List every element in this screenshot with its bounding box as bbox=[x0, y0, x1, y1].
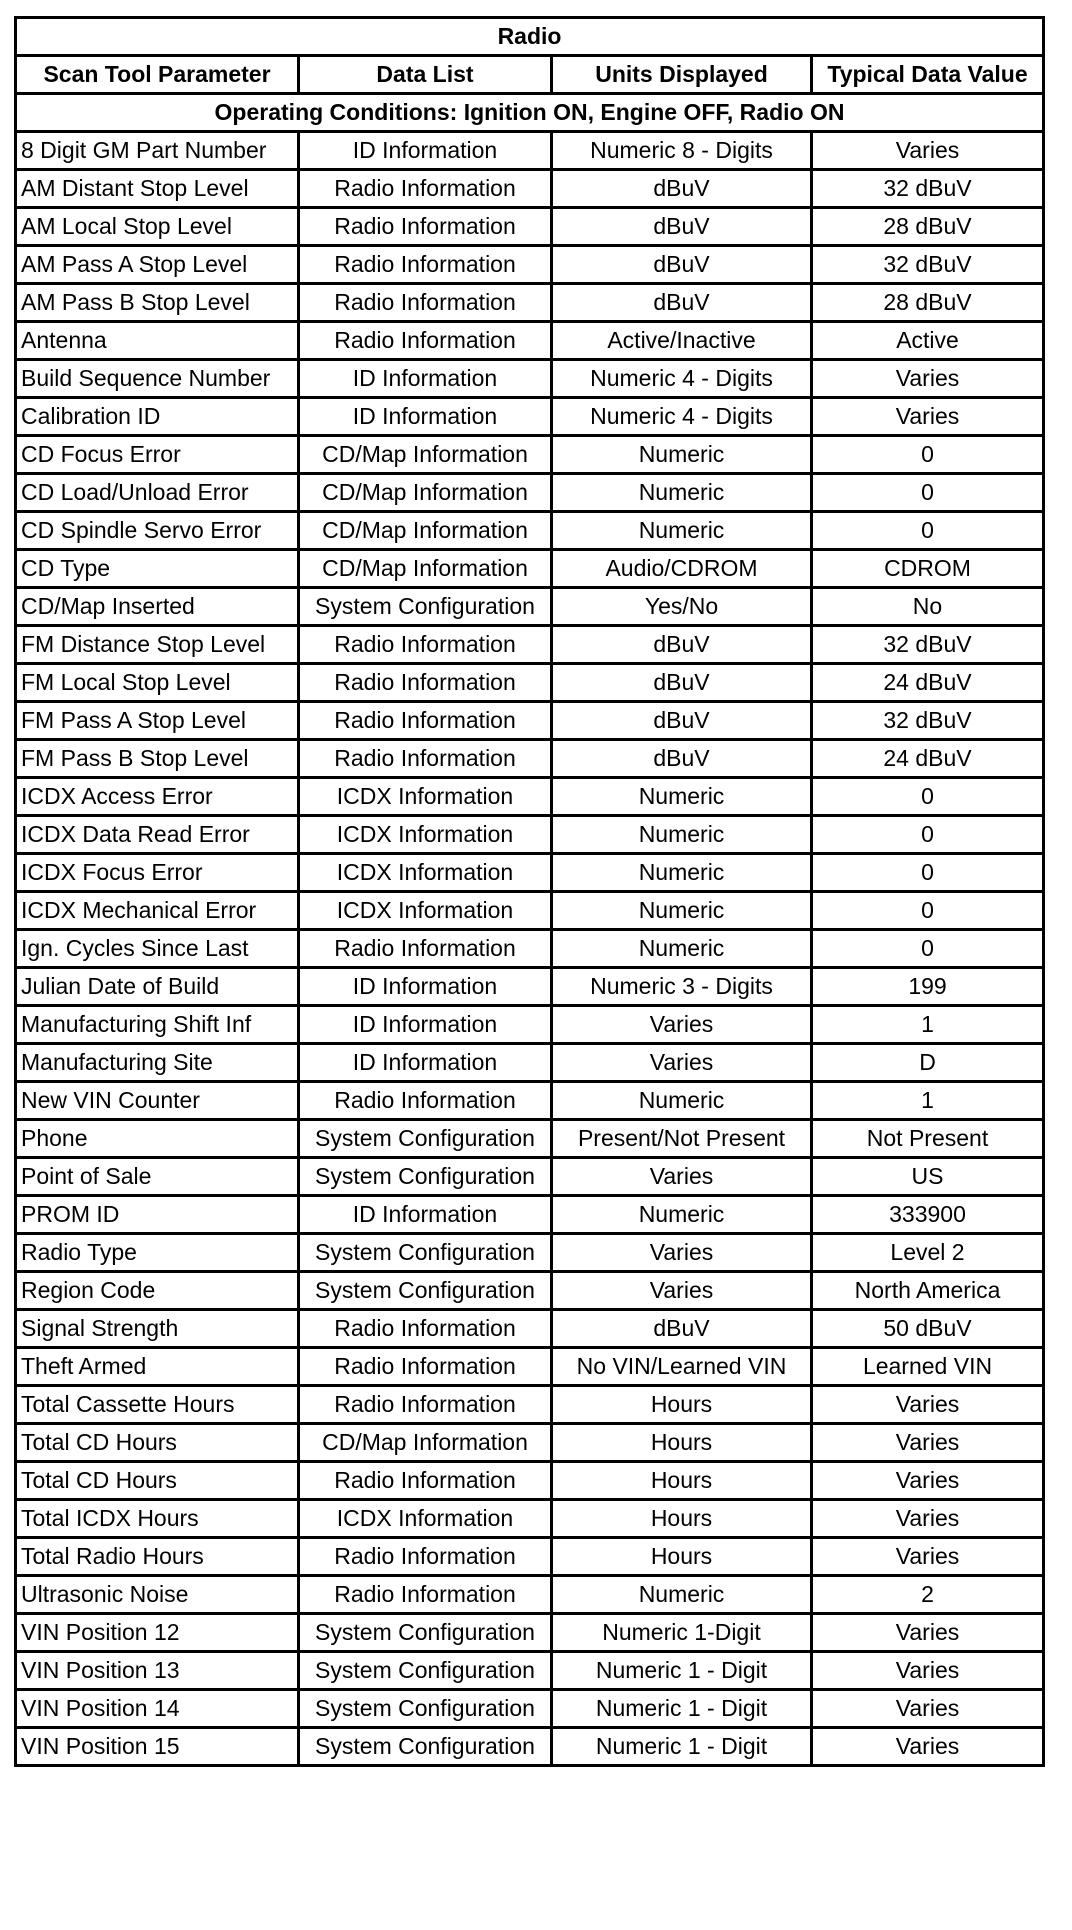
table-row bbox=[16, 1500, 1044, 1538]
cell-typical-data-value: 32 dBuV bbox=[812, 246, 1044, 284]
cell-units-displayed: dBuV bbox=[552, 702, 812, 740]
cell-units-displayed: Active/Inactive bbox=[552, 322, 812, 360]
cell-typical-data-value: Varies bbox=[812, 1424, 1044, 1462]
cell-scan-tool-parameter: FM Local Stop Level bbox=[16, 664, 299, 702]
cell-data-list: Radio Information bbox=[299, 702, 552, 740]
table-title: Radio bbox=[16, 18, 1044, 56]
cell-units-displayed: Numeric bbox=[552, 1196, 812, 1234]
cell-units-displayed: Yes/No bbox=[552, 588, 812, 626]
cell-scan-tool-parameter: Calibration ID bbox=[16, 398, 299, 436]
table-row bbox=[16, 398, 1044, 436]
operating-conditions: Operating Conditions: Ignition ON, Engine OFF, Radio ON bbox=[16, 94, 1044, 132]
cell-data-list: System Configuration bbox=[299, 588, 552, 626]
cell-units-displayed: Numeric bbox=[552, 436, 812, 474]
cell-typical-data-value: North America bbox=[812, 1272, 1044, 1310]
cell-scan-tool-parameter: ICDX Mechanical Error bbox=[16, 892, 299, 930]
cell-scan-tool-parameter: VIN Position 15 bbox=[16, 1728, 299, 1766]
column-header-scan-tool-parameter: Scan Tool Parameter bbox=[16, 56, 299, 94]
cell-units-displayed: Numeric bbox=[552, 930, 812, 968]
cell-scan-tool-parameter: Ign. Cycles Since Last bbox=[16, 930, 299, 968]
cell-units-displayed: Numeric 4 - Digits bbox=[552, 360, 812, 398]
cell-scan-tool-parameter: 8 Digit GM Part Number bbox=[16, 132, 299, 170]
table-row bbox=[16, 1082, 1044, 1120]
cell-data-list: ICDX Information bbox=[299, 816, 552, 854]
cell-typical-data-value: No bbox=[812, 588, 1044, 626]
cell-units-displayed: Varies bbox=[552, 1158, 812, 1196]
cell-data-list: Radio Information bbox=[299, 1538, 552, 1576]
cell-units-displayed: Numeric 3 - Digits bbox=[552, 968, 812, 1006]
cell-data-list: Radio Information bbox=[299, 1386, 552, 1424]
table-row bbox=[16, 1310, 1044, 1348]
cell-typical-data-value: 0 bbox=[812, 892, 1044, 930]
cell-units-displayed: Numeric bbox=[552, 892, 812, 930]
column-header-units-displayed: Units Displayed bbox=[552, 56, 812, 94]
cell-scan-tool-parameter: CD Focus Error bbox=[16, 436, 299, 474]
cell-scan-tool-parameter: VIN Position 13 bbox=[16, 1652, 299, 1690]
cell-data-list: Radio Information bbox=[299, 664, 552, 702]
cell-scan-tool-parameter: Total Cassette Hours bbox=[16, 1386, 299, 1424]
table-row bbox=[16, 1462, 1044, 1500]
cell-typical-data-value: Level 2 bbox=[812, 1234, 1044, 1272]
cell-units-displayed: Numeric bbox=[552, 778, 812, 816]
table-row bbox=[16, 1006, 1044, 1044]
cell-scan-tool-parameter: FM Pass A Stop Level bbox=[16, 702, 299, 740]
cell-typical-data-value: 333900 bbox=[812, 1196, 1044, 1234]
table-row bbox=[16, 740, 1044, 778]
table-row bbox=[16, 1576, 1044, 1614]
table-row bbox=[16, 816, 1044, 854]
cell-units-displayed: Numeric bbox=[552, 512, 812, 550]
cell-scan-tool-parameter: AM Pass B Stop Level bbox=[16, 284, 299, 322]
table-row bbox=[16, 170, 1044, 208]
cell-scan-tool-parameter: Phone bbox=[16, 1120, 299, 1158]
cell-typical-data-value: 32 dBuV bbox=[812, 702, 1044, 740]
cell-units-displayed: Numeric bbox=[552, 816, 812, 854]
cell-data-list: ID Information bbox=[299, 968, 552, 1006]
cell-units-displayed: dBuV bbox=[552, 170, 812, 208]
cell-units-displayed: dBuV bbox=[552, 664, 812, 702]
table-row bbox=[16, 284, 1044, 322]
table-row bbox=[16, 1044, 1044, 1082]
operating-conditions-row bbox=[16, 94, 1044, 132]
cell-scan-tool-parameter: ICDX Access Error bbox=[16, 778, 299, 816]
cell-scan-tool-parameter: VIN Position 12 bbox=[16, 1614, 299, 1652]
cell-data-list: ID Information bbox=[299, 1196, 552, 1234]
table-row bbox=[16, 1120, 1044, 1158]
table-row bbox=[16, 626, 1044, 664]
cell-typical-data-value: 1 bbox=[812, 1082, 1044, 1120]
cell-typical-data-value: Varies bbox=[812, 1462, 1044, 1500]
cell-data-list: Radio Information bbox=[299, 170, 552, 208]
table-row bbox=[16, 1538, 1044, 1576]
cell-typical-data-value: 0 bbox=[812, 816, 1044, 854]
table-row bbox=[16, 854, 1044, 892]
cell-scan-tool-parameter: Radio Type bbox=[16, 1234, 299, 1272]
cell-scan-tool-parameter: Manufacturing Site bbox=[16, 1044, 299, 1082]
cell-scan-tool-parameter: CD/Map Inserted bbox=[16, 588, 299, 626]
cell-units-displayed: Varies bbox=[552, 1272, 812, 1310]
cell-typical-data-value: 0 bbox=[812, 436, 1044, 474]
table-row bbox=[16, 1690, 1044, 1728]
cell-data-list: Radio Information bbox=[299, 930, 552, 968]
cell-typical-data-value: CDROM bbox=[812, 550, 1044, 588]
cell-data-list: CD/Map Information bbox=[299, 512, 552, 550]
table-row bbox=[16, 1272, 1044, 1310]
cell-data-list: ID Information bbox=[299, 132, 552, 170]
cell-typical-data-value: Varies bbox=[812, 1690, 1044, 1728]
cell-data-list: ID Information bbox=[299, 360, 552, 398]
cell-units-displayed: dBuV bbox=[552, 284, 812, 322]
table-row bbox=[16, 246, 1044, 284]
table-row bbox=[16, 588, 1044, 626]
cell-typical-data-value: 24 dBuV bbox=[812, 664, 1044, 702]
cell-scan-tool-parameter: CD Load/Unload Error bbox=[16, 474, 299, 512]
cell-scan-tool-parameter: Ultrasonic Noise bbox=[16, 1576, 299, 1614]
cell-data-list: Radio Information bbox=[299, 284, 552, 322]
cell-units-displayed: Present/Not Present bbox=[552, 1120, 812, 1158]
cell-scan-tool-parameter: Region Code bbox=[16, 1272, 299, 1310]
cell-typical-data-value: 0 bbox=[812, 854, 1044, 892]
cell-data-list: Radio Information bbox=[299, 246, 552, 284]
cell-units-displayed: Hours bbox=[552, 1386, 812, 1424]
cell-typical-data-value: 199 bbox=[812, 968, 1044, 1006]
cell-scan-tool-parameter: New VIN Counter bbox=[16, 1082, 299, 1120]
cell-data-list: ICDX Information bbox=[299, 854, 552, 892]
cell-typical-data-value: 32 dBuV bbox=[812, 626, 1044, 664]
cell-units-displayed: Numeric 1 - Digit bbox=[552, 1690, 812, 1728]
cell-typical-data-value: Varies bbox=[812, 1538, 1044, 1576]
table-row bbox=[16, 550, 1044, 588]
cell-scan-tool-parameter: AM Distant Stop Level bbox=[16, 170, 299, 208]
cell-data-list: System Configuration bbox=[299, 1652, 552, 1690]
cell-typical-data-value: Varies bbox=[812, 1614, 1044, 1652]
table-row bbox=[16, 892, 1044, 930]
cell-data-list: Radio Information bbox=[299, 1576, 552, 1614]
cell-data-list: System Configuration bbox=[299, 1158, 552, 1196]
cell-typical-data-value: Varies bbox=[812, 132, 1044, 170]
cell-typical-data-value: US bbox=[812, 1158, 1044, 1196]
cell-typical-data-value: Varies bbox=[812, 1500, 1044, 1538]
table-header-row bbox=[16, 56, 1044, 94]
cell-data-list: Radio Information bbox=[299, 1310, 552, 1348]
table-row bbox=[16, 436, 1044, 474]
cell-scan-tool-parameter: PROM ID bbox=[16, 1196, 299, 1234]
cell-typical-data-value: 0 bbox=[812, 930, 1044, 968]
cell-units-displayed: dBuV bbox=[552, 626, 812, 664]
cell-typical-data-value: 0 bbox=[812, 778, 1044, 816]
cell-units-displayed: Audio/CDROM bbox=[552, 550, 812, 588]
cell-data-list: Radio Information bbox=[299, 626, 552, 664]
cell-typical-data-value: 0 bbox=[812, 474, 1044, 512]
cell-data-list: ID Information bbox=[299, 1006, 552, 1044]
cell-units-displayed: Hours bbox=[552, 1424, 812, 1462]
cell-data-list: CD/Map Information bbox=[299, 1424, 552, 1462]
cell-data-list: System Configuration bbox=[299, 1234, 552, 1272]
cell-scan-tool-parameter: Total CD Hours bbox=[16, 1462, 299, 1500]
cell-scan-tool-parameter: Build Sequence Number bbox=[16, 360, 299, 398]
cell-scan-tool-parameter: Total Radio Hours bbox=[16, 1538, 299, 1576]
cell-scan-tool-parameter: ICDX Focus Error bbox=[16, 854, 299, 892]
table-row bbox=[16, 208, 1044, 246]
cell-typical-data-value: 24 dBuV bbox=[812, 740, 1044, 778]
cell-typical-data-value: Varies bbox=[812, 1386, 1044, 1424]
cell-typical-data-value: 2 bbox=[812, 1576, 1044, 1614]
cell-data-list: ICDX Information bbox=[299, 778, 552, 816]
cell-units-displayed: Hours bbox=[552, 1462, 812, 1500]
cell-scan-tool-parameter: AM Pass A Stop Level bbox=[16, 246, 299, 284]
cell-data-list: System Configuration bbox=[299, 1690, 552, 1728]
cell-data-list: System Configuration bbox=[299, 1120, 552, 1158]
cell-data-list: CD/Map Information bbox=[299, 436, 552, 474]
table-row bbox=[16, 664, 1044, 702]
cell-data-list: Radio Information bbox=[299, 1082, 552, 1120]
cell-typical-data-value: 0 bbox=[812, 512, 1044, 550]
cell-scan-tool-parameter: AM Local Stop Level bbox=[16, 208, 299, 246]
cell-scan-tool-parameter: Total ICDX Hours bbox=[16, 1500, 299, 1538]
table-row bbox=[16, 1158, 1044, 1196]
cell-typical-data-value: Varies bbox=[812, 1652, 1044, 1690]
cell-data-list: ICDX Information bbox=[299, 892, 552, 930]
table-title-row bbox=[16, 18, 1044, 56]
cell-scan-tool-parameter: FM Distance Stop Level bbox=[16, 626, 299, 664]
cell-typical-data-value: 1 bbox=[812, 1006, 1044, 1044]
cell-units-displayed: Hours bbox=[552, 1500, 812, 1538]
column-header-data-list: Data List bbox=[299, 56, 552, 94]
cell-scan-tool-parameter: Total CD Hours bbox=[16, 1424, 299, 1462]
table-row bbox=[16, 1728, 1044, 1766]
table-row bbox=[16, 360, 1044, 398]
cell-units-displayed: Numeric 1 - Digit bbox=[552, 1728, 812, 1766]
cell-units-displayed: No VIN/Learned VIN bbox=[552, 1348, 812, 1386]
cell-scan-tool-parameter: Point of Sale bbox=[16, 1158, 299, 1196]
cell-units-displayed: Numeric 1 - Digit bbox=[552, 1652, 812, 1690]
cell-units-displayed: Numeric 8 - Digits bbox=[552, 132, 812, 170]
table-row bbox=[16, 968, 1044, 1006]
cell-data-list: Radio Information bbox=[299, 740, 552, 778]
cell-typical-data-value: Active bbox=[812, 322, 1044, 360]
cell-units-displayed: Numeric bbox=[552, 1082, 812, 1120]
cell-typical-data-value: 28 dBuV bbox=[812, 208, 1044, 246]
table-row bbox=[16, 1196, 1044, 1234]
cell-scan-tool-parameter: VIN Position 14 bbox=[16, 1690, 299, 1728]
table-row bbox=[16, 1614, 1044, 1652]
table-row bbox=[16, 474, 1044, 512]
table-row bbox=[16, 1234, 1044, 1272]
table-row bbox=[16, 132, 1044, 170]
cell-typical-data-value: Varies bbox=[812, 1728, 1044, 1766]
table-row bbox=[16, 1348, 1044, 1386]
cell-data-list: ICDX Information bbox=[299, 1500, 552, 1538]
cell-typical-data-value: Learned VIN bbox=[812, 1348, 1044, 1386]
cell-data-list: ID Information bbox=[299, 398, 552, 436]
cell-units-displayed: Varies bbox=[552, 1044, 812, 1082]
cell-scan-tool-parameter: CD Type bbox=[16, 550, 299, 588]
cell-data-list: System Configuration bbox=[299, 1272, 552, 1310]
cell-scan-tool-parameter: FM Pass B Stop Level bbox=[16, 740, 299, 778]
cell-data-list: Radio Information bbox=[299, 1348, 552, 1386]
table-row bbox=[16, 322, 1044, 360]
cell-scan-tool-parameter: ICDX Data Read Error bbox=[16, 816, 299, 854]
column-header-typical-data-value: Typical Data Value bbox=[812, 56, 1044, 94]
table-row bbox=[16, 702, 1044, 740]
cell-data-list: Radio Information bbox=[299, 1462, 552, 1500]
cell-units-displayed: Numeric bbox=[552, 854, 812, 892]
cell-scan-tool-parameter: Theft Armed bbox=[16, 1348, 299, 1386]
cell-typical-data-value: 32 dBuV bbox=[812, 170, 1044, 208]
cell-scan-tool-parameter: Signal Strength bbox=[16, 1310, 299, 1348]
cell-scan-tool-parameter: CD Spindle Servo Error bbox=[16, 512, 299, 550]
cell-typical-data-value: Varies bbox=[812, 398, 1044, 436]
cell-scan-tool-parameter: Antenna bbox=[16, 322, 299, 360]
table-body bbox=[16, 132, 1044, 1766]
cell-scan-tool-parameter: Manufacturing Shift Inf bbox=[16, 1006, 299, 1044]
cell-units-displayed: dBuV bbox=[552, 208, 812, 246]
cell-units-displayed: Varies bbox=[552, 1006, 812, 1044]
cell-units-displayed: Numeric bbox=[552, 1576, 812, 1614]
cell-typical-data-value: Not Present bbox=[812, 1120, 1044, 1158]
cell-units-displayed: Numeric bbox=[552, 474, 812, 512]
cell-units-displayed: Hours bbox=[552, 1538, 812, 1576]
cell-units-displayed: dBuV bbox=[552, 740, 812, 778]
cell-data-list: CD/Map Information bbox=[299, 550, 552, 588]
cell-data-list: ID Information bbox=[299, 1044, 552, 1082]
cell-units-displayed: Numeric 4 - Digits bbox=[552, 398, 812, 436]
cell-scan-tool-parameter: Julian Date of Build bbox=[16, 968, 299, 1006]
table-row bbox=[16, 778, 1044, 816]
cell-typical-data-value: D bbox=[812, 1044, 1044, 1082]
table-row bbox=[16, 1424, 1044, 1462]
cell-data-list: System Configuration bbox=[299, 1728, 552, 1766]
table-row bbox=[16, 1386, 1044, 1424]
cell-typical-data-value: 28 dBuV bbox=[812, 284, 1044, 322]
table-row bbox=[16, 1652, 1044, 1690]
cell-units-displayed: Varies bbox=[552, 1234, 812, 1272]
cell-data-list: CD/Map Information bbox=[299, 474, 552, 512]
table-row bbox=[16, 930, 1044, 968]
cell-data-list: System Configuration bbox=[299, 1614, 552, 1652]
radio-data-table bbox=[14, 16, 1045, 1767]
cell-units-displayed: dBuV bbox=[552, 1310, 812, 1348]
cell-typical-data-value: Varies bbox=[812, 360, 1044, 398]
cell-data-list: Radio Information bbox=[299, 322, 552, 360]
cell-data-list: Radio Information bbox=[299, 208, 552, 246]
cell-typical-data-value: 50 dBuV bbox=[812, 1310, 1044, 1348]
cell-units-displayed: Numeric 1-Digit bbox=[552, 1614, 812, 1652]
cell-units-displayed: dBuV bbox=[552, 246, 812, 284]
table-row bbox=[16, 512, 1044, 550]
